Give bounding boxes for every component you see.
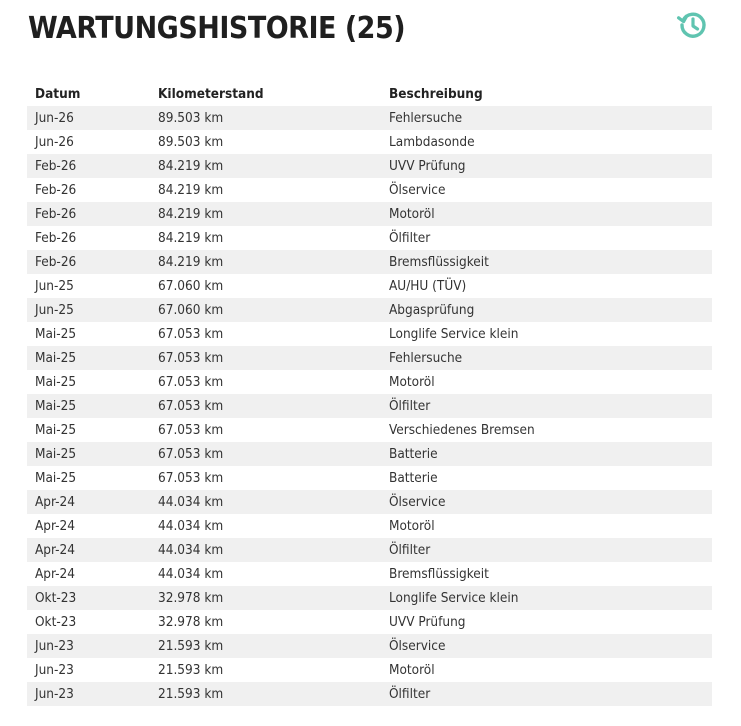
cell-description: Ölservice bbox=[381, 490, 712, 514]
cell-description: Fehlersuche bbox=[381, 346, 712, 370]
cell-date: Apr-24 bbox=[27, 514, 150, 538]
column-header-description: Beschreibung bbox=[389, 86, 483, 102]
cell-date: Jun-23 bbox=[27, 682, 150, 706]
cell-mileage: 84.219 km bbox=[150, 178, 381, 202]
cell-description: Fehlersuche bbox=[381, 106, 712, 130]
cell-date: Mai-25 bbox=[27, 370, 150, 394]
table-row bbox=[27, 610, 712, 634]
cell-description: Ölfilter bbox=[381, 538, 712, 562]
cell-description: Longlife Service klein bbox=[381, 586, 712, 610]
table-row bbox=[27, 514, 712, 538]
cell-date: Mai-25 bbox=[27, 418, 150, 442]
table-row bbox=[27, 442, 712, 466]
cell-date: Feb-26 bbox=[27, 226, 150, 250]
table-row bbox=[27, 394, 712, 418]
cell-description: Lambdasonde bbox=[381, 130, 712, 154]
table-row bbox=[27, 226, 712, 250]
cell-date: Feb-26 bbox=[27, 178, 150, 202]
cell-mileage: 67.053 km bbox=[150, 370, 381, 394]
cell-date: Feb-26 bbox=[27, 250, 150, 274]
cell-date: Mai-25 bbox=[27, 322, 150, 346]
cell-description: AU/HU (TÜV) bbox=[381, 274, 712, 298]
cell-date: Apr-24 bbox=[27, 562, 150, 586]
cell-description: Ölfilter bbox=[381, 226, 712, 250]
table-row bbox=[27, 202, 712, 226]
table-header-row bbox=[27, 82, 712, 106]
cell-mileage: 89.503 km bbox=[150, 130, 381, 154]
cell-mileage: 44.034 km bbox=[150, 514, 381, 538]
maintenance-history-table bbox=[27, 82, 712, 706]
table-row bbox=[27, 346, 712, 370]
cell-description: Abgasprüfung bbox=[381, 298, 712, 322]
table-row bbox=[27, 250, 712, 274]
table-row bbox=[27, 154, 712, 178]
table-row bbox=[27, 562, 712, 586]
table-row bbox=[27, 634, 712, 658]
cell-mileage: 67.053 km bbox=[150, 466, 381, 490]
column-header-date: Datum bbox=[35, 86, 81, 102]
table-row bbox=[27, 106, 712, 130]
cell-mileage: 21.593 km bbox=[150, 634, 381, 658]
history-clock-icon bbox=[676, 8, 710, 42]
cell-mileage: 84.219 km bbox=[150, 154, 381, 178]
cell-mileage: 67.053 km bbox=[150, 442, 381, 466]
cell-description: Ölservice bbox=[381, 178, 712, 202]
cell-date: Mai-25 bbox=[27, 442, 150, 466]
cell-description: Verschiedenes Bremsen bbox=[381, 418, 712, 442]
cell-mileage: 67.053 km bbox=[150, 418, 381, 442]
cell-mileage: 67.060 km bbox=[150, 298, 381, 322]
cell-description: Motoröl bbox=[381, 514, 712, 538]
cell-mileage: 21.593 km bbox=[150, 682, 381, 706]
cell-date: Mai-25 bbox=[27, 346, 150, 370]
table-row bbox=[27, 466, 712, 490]
table-row bbox=[27, 298, 712, 322]
table-row bbox=[27, 178, 712, 202]
cell-description: Motoröl bbox=[381, 202, 712, 226]
cell-date: Mai-25 bbox=[27, 466, 150, 490]
cell-mileage: 44.034 km bbox=[150, 538, 381, 562]
table-row bbox=[27, 418, 712, 442]
table-row bbox=[27, 322, 712, 346]
cell-mileage: 32.978 km bbox=[150, 586, 381, 610]
cell-date: Feb-26 bbox=[27, 154, 150, 178]
cell-mileage: 67.053 km bbox=[150, 322, 381, 346]
table-row bbox=[27, 658, 712, 682]
table-row bbox=[27, 586, 712, 610]
cell-date: Jun-25 bbox=[27, 274, 150, 298]
table-row bbox=[27, 682, 712, 706]
cell-description: Batterie bbox=[381, 466, 712, 490]
cell-date: Apr-24 bbox=[27, 490, 150, 514]
cell-description: UVV Prüfung bbox=[381, 154, 712, 178]
cell-mileage: 84.219 km bbox=[150, 202, 381, 226]
table-row bbox=[27, 490, 712, 514]
cell-description: Bremsflüssigkeit bbox=[381, 562, 712, 586]
cell-date: Okt-23 bbox=[27, 586, 150, 610]
cell-mileage: 44.034 km bbox=[150, 562, 381, 586]
cell-description: UVV Prüfung bbox=[381, 610, 712, 634]
cell-description: Ölservice bbox=[381, 634, 712, 658]
cell-mileage: 67.053 km bbox=[150, 346, 381, 370]
cell-description: Motoröl bbox=[381, 658, 712, 682]
cell-description: Ölfilter bbox=[381, 394, 712, 418]
maintenance-history-header bbox=[28, 8, 712, 52]
cell-date: Mai-25 bbox=[27, 394, 150, 418]
history-button[interactable] bbox=[676, 8, 710, 42]
cell-description: Batterie bbox=[381, 442, 712, 466]
cell-mileage: 84.219 km bbox=[150, 226, 381, 250]
cell-mileage: 84.219 km bbox=[150, 250, 381, 274]
cell-date: Jun-26 bbox=[27, 106, 150, 130]
cell-date: Okt-23 bbox=[27, 610, 150, 634]
cell-mileage: 67.060 km bbox=[150, 274, 381, 298]
table-row bbox=[27, 130, 712, 154]
cell-mileage: 21.593 km bbox=[150, 658, 381, 682]
cell-description: Ölfilter bbox=[381, 682, 712, 706]
cell-date: Jun-25 bbox=[27, 298, 150, 322]
cell-date: Apr-24 bbox=[27, 538, 150, 562]
column-header-mileage: Kilometerstand bbox=[158, 86, 264, 102]
cell-mileage: 32.978 km bbox=[150, 610, 381, 634]
cell-date: Feb-26 bbox=[27, 202, 150, 226]
cell-date: Jun-26 bbox=[27, 130, 150, 154]
page-title: WARTUNGSHISTORIE (25) bbox=[28, 11, 406, 46]
cell-description: Motoröl bbox=[381, 370, 712, 394]
table-row bbox=[27, 538, 712, 562]
cell-date: Jun-23 bbox=[27, 658, 150, 682]
table-body bbox=[27, 106, 712, 706]
table-row bbox=[27, 370, 712, 394]
cell-mileage: 44.034 km bbox=[150, 490, 381, 514]
table-row bbox=[27, 274, 712, 298]
cell-mileage: 67.053 km bbox=[150, 394, 381, 418]
cell-date: Jun-23 bbox=[27, 634, 150, 658]
cell-mileage: 89.503 km bbox=[150, 106, 381, 130]
cell-description: Bremsflüssigkeit bbox=[381, 250, 712, 274]
cell-description: Longlife Service klein bbox=[381, 322, 712, 346]
